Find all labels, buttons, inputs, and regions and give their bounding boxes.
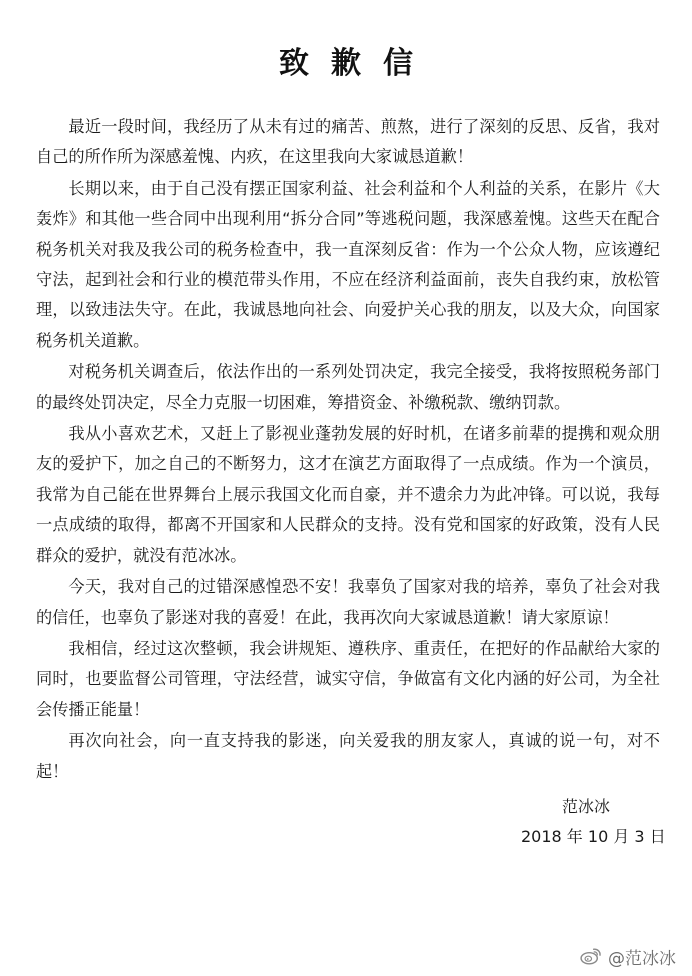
paragraph: 最近一段时间，我经历了从未有过的痛苦、煎熬，进行了深刻的反思、反省，我对自己的所作所为深感羞愧、内疚，在这里我向大家诚恳道歉！ <box>36 117 660 167</box>
weibo-watermark <box>574 942 686 970</box>
paragraph: 对税务机关调查后，依法作出的一系列处罚决定，我完全接受，我将按照税务部门的最终处罚决定，尽全力克服一切困难，筹措资金、补缴税款、缴纳罚款。 <box>36 362 660 412</box>
watermark-text: @范冰冰 <box>608 948 676 969</box>
paragraph: 我相信，经过这次整顿，我会讲规矩、遵秩序、重责任，在把好的作品献给大家的同时，也要监督公司管理，守法经营，诚实守信，争做富有文化内涵的好公司，为全社会传播正能量！ <box>36 638 660 719</box>
letter-title: 致歉信 <box>279 46 435 81</box>
paragraph: 再次向社会，向一直支持我的影迷，向关爱我的朋友家人，真诚的说一句，对不起！ <box>36 731 660 781</box>
paragraph: 今天，我对自己的过错深感惶恐不安！我辜负了国家对我的培养，辜负了社会对我的信任，也辜负了影迷对我的喜爱！在此，我再次向大家诚恳道歉！请大家原谅！ <box>36 577 660 627</box>
letter-body <box>36 112 660 788</box>
weibo-icon <box>580 947 602 965</box>
signature: 范冰冰 <box>562 797 611 816</box>
paragraph: 我从小喜欢艺术，又赶上了影视业蓬勃发展的好时机，在诸多前辈的提携和观众朋友的爱护下，加之自己的不断努力，这才在演艺方面取得了一点成绩。作为一个演员，我常为自己能在世界舞台上展示我国文化而自豪，并不遗余力为此冲锋。可以说，我每一点成绩的取得，都离不开国家和人民群众的支持。没有党和国家的好政策，没有人民群众的爱护，就没有范冰冰。 <box>36 424 660 565</box>
letter-date: 2018 年 10 月 3 日 <box>521 827 666 846</box>
paragraph: 长期以来，由于自己没有摆正国家利益、社会利益和个人利益的关系，在影片《大轰炸》和其他一些合同中出现利用“拆分合同”等逃税问题，我深感羞愧。这些天在配合税务机关对我及我公司的税务检查中，我一直深刻反省：作为一个公众人物，应该遵纪守法，起到社会和行业的模范带头作用，不应在经济利益面前，丧失自我约束，放松管理，以致违法失守。在此，我诚恳地向社会、向爱护关心我的朋友，以及大众，向国家税务机关道歉。 <box>36 178 660 350</box>
